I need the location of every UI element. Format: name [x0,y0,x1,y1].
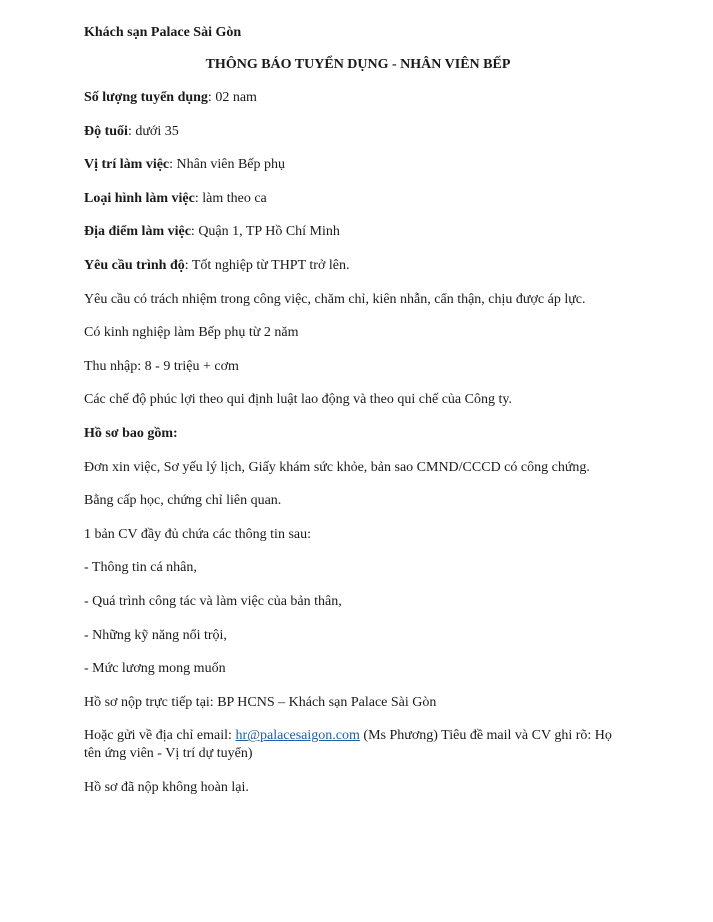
field-label: Yêu cầu trình độ [84,257,185,273]
field-education [84,257,632,275]
field-label: Địa điểm làm việc [84,224,191,240]
dossier-item: Bằng cấp học, chứng chỉ liên quan. [84,493,282,509]
field-position [84,156,632,174]
field-label: Số lượng tuyển dụng [84,90,208,105]
field-label: Loại hình làm việc [84,190,195,206]
field-separator: : [190,224,199,240]
field-age [84,123,632,141]
field-value: làm theo ca [202,190,267,206]
field-value: 02 nam [215,90,257,105]
field-label: Độ tuổi [84,123,128,139]
field-separator: : [207,90,216,105]
field-location [84,223,632,241]
closing-note: Hồ sơ đã nộp không hoàn lại. [84,779,249,795]
requirement-line: Các chế độ phúc lợi theo qui định luật lao động và theo qui chế của Công ty. [84,392,512,408]
dossier-item: - Quá trình công tác và làm việc của bản thân, [84,593,342,609]
email-line [84,727,632,763]
field-separator: : [184,257,192,273]
requirement-line: Có kinh nghiệp làm Bếp phụ từ 2 năm [84,325,299,341]
dossier-item: Đơn xin việc, Sơ yếu lý lịch, Giấy khám sức khỏe, bản sao CMND/CCCD có công chứng. [84,459,590,475]
dossier-item: 1 bản CV đầy đủ chứa các thông tin sau: [84,526,312,542]
field-separator: : [194,190,203,206]
submit-line: Hồ sơ nộp trực tiếp tại: BP HCNS – Khách sạn Palace Sài Gòn [84,694,437,710]
field-separator: : [169,157,177,173]
requirement-line: Yêu cầu có trách nhiệm trong công việc, chăm chỉ, kiên nhẫn, cẩn thận, chịu được áp lực. [84,291,586,307]
field-separator: : [127,123,136,139]
field-value: Tốt nghiệp từ THPT trở lên. [191,257,350,273]
dossier-item: - Những kỹ năng nổi trội, [84,627,227,643]
field-value: dưới 35 [135,123,179,139]
dossier-item: - Thông tin cá nhân, [84,560,197,576]
email-suffix: (Ms Phương) Tiêu đề mail và CV ghi rõ: Họ tên ứng viên - Vị trí dự tuyển) [84,728,612,762]
hotel-name: Khách sạn Palace Sài Gòn [84,25,242,40]
field-work-type [84,190,632,208]
field-value: Nhân viên Bếp phụ [176,157,286,173]
field-label: Vị trí làm việc [84,157,170,173]
email-prefix: Hoặc gửi về địa chỉ email: [84,728,236,744]
field-value: Quận 1, TP Hồ Chí Minh [198,224,340,240]
dossier-item: - Mức lương mong muốn [84,661,226,677]
email-link[interactable]: hr@palacesaigon.com [235,728,360,744]
requirement-line: Thu nhập: 8 - 9 triệu + cơm [84,358,239,374]
document-page [84,24,632,812]
field-quantity [84,89,632,107]
dossier-heading: Hồ sơ bao gồm: [84,425,178,441]
document-title: THÔNG BÁO TUYỂN DỤNG - NHÂN VIÊN BẾP [205,57,511,72]
